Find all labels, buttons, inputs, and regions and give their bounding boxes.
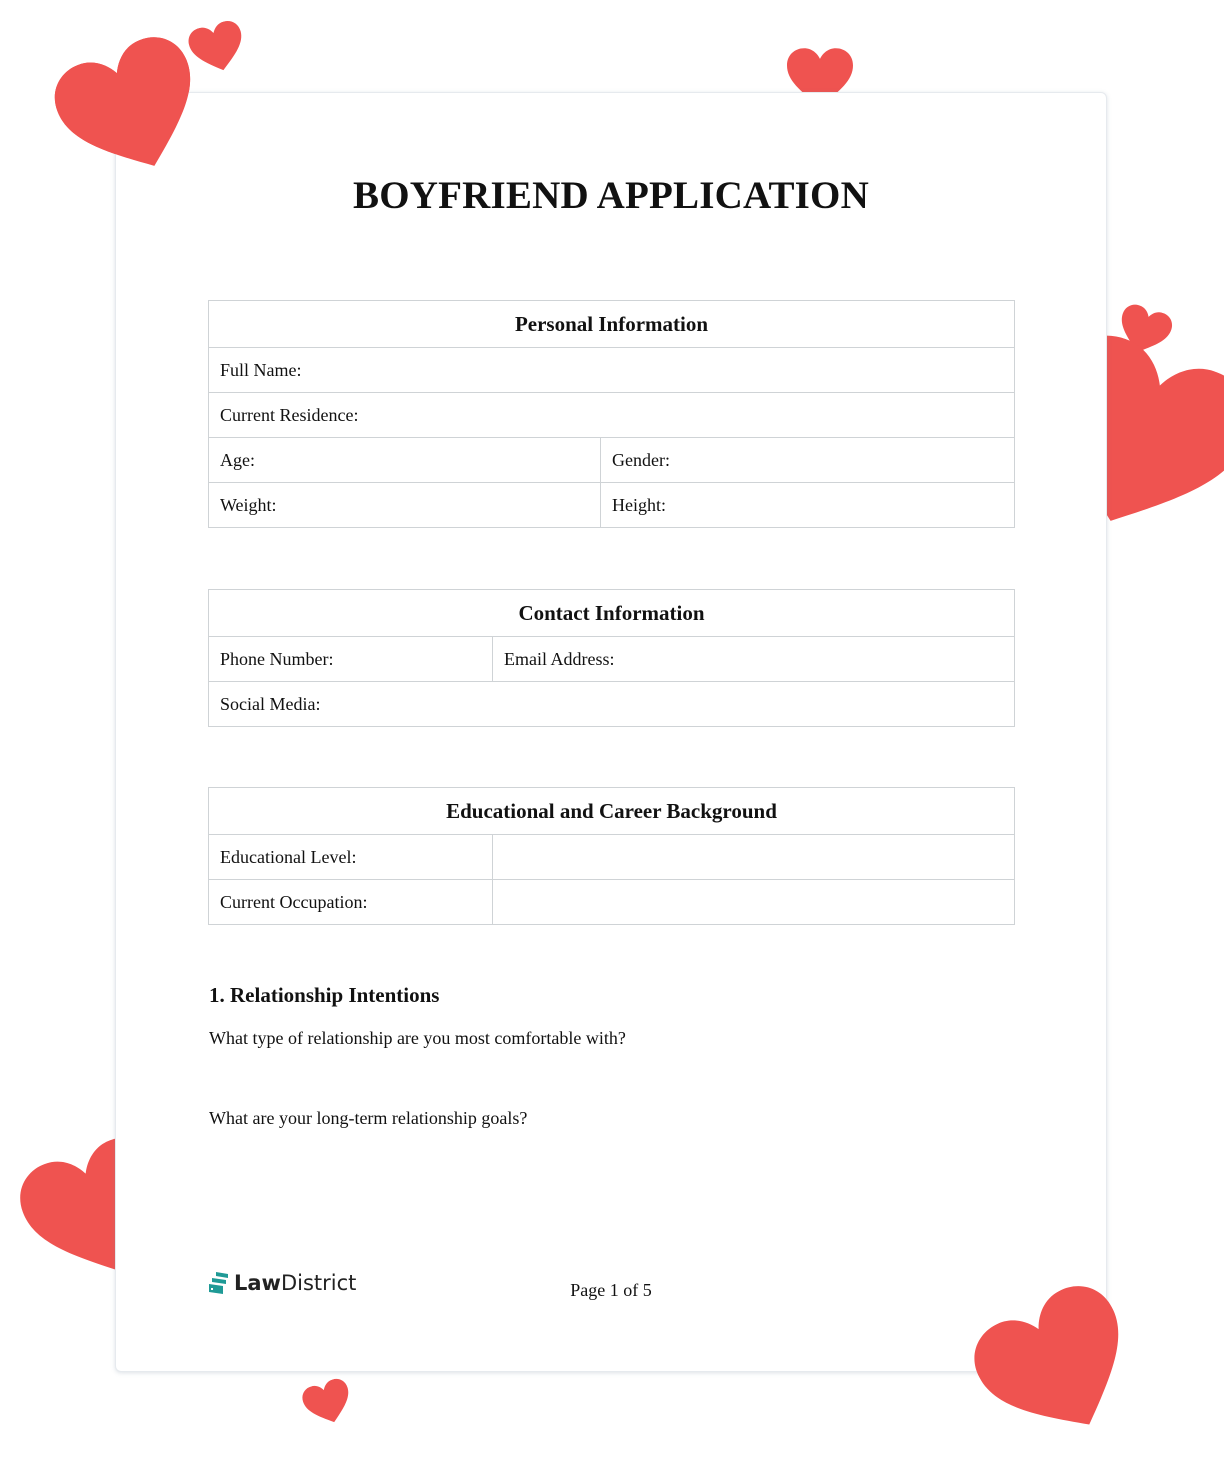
current-occupation-value[interactable] bbox=[493, 880, 1015, 925]
heart-icon bbox=[185, 18, 251, 79]
question-relationship-type: What type of relationship are you most comfortable with? bbox=[209, 1028, 626, 1048]
height-field[interactable]: Height: bbox=[601, 483, 1015, 528]
document-page bbox=[115, 92, 1107, 1372]
educational-level-label: Educational Level: bbox=[209, 835, 493, 880]
heart-icon bbox=[299, 1376, 358, 1431]
contact-information-table bbox=[208, 589, 1015, 727]
educational-level-value[interactable] bbox=[493, 835, 1015, 880]
residence-field[interactable]: Current Residence: bbox=[209, 393, 1015, 438]
education-career-table bbox=[208, 787, 1015, 925]
section-heading-personal: Personal Information bbox=[209, 301, 1015, 348]
email-field[interactable]: Email Address: bbox=[493, 637, 1015, 682]
document-title: BOYFRIEND APPLICATION bbox=[353, 174, 869, 217]
social-media-field[interactable]: Social Media: bbox=[209, 682, 1015, 727]
phone-field[interactable]: Phone Number: bbox=[209, 637, 493, 682]
full-name-field[interactable]: Full Name: bbox=[209, 348, 1015, 393]
weight-field[interactable]: Weight: bbox=[209, 483, 601, 528]
age-field[interactable]: Age: bbox=[209, 438, 601, 483]
page-number: Page 1 of 5 bbox=[570, 1280, 652, 1300]
question-long-term-goals: What are your long-term relationship goals? bbox=[209, 1108, 528, 1128]
section-heading-contact: Contact Information bbox=[209, 590, 1015, 637]
personal-information-table bbox=[208, 300, 1015, 528]
section-heading-education: Educational and Career Background bbox=[209, 788, 1015, 835]
gender-field[interactable]: Gender: bbox=[601, 438, 1015, 483]
relationship-intentions-heading: 1. Relationship Intentions bbox=[209, 983, 440, 1007]
logo-text-law: Law bbox=[234, 1271, 281, 1295]
current-occupation-label: Current Occupation: bbox=[209, 880, 493, 925]
logo-text-district: District bbox=[280, 1271, 357, 1295]
